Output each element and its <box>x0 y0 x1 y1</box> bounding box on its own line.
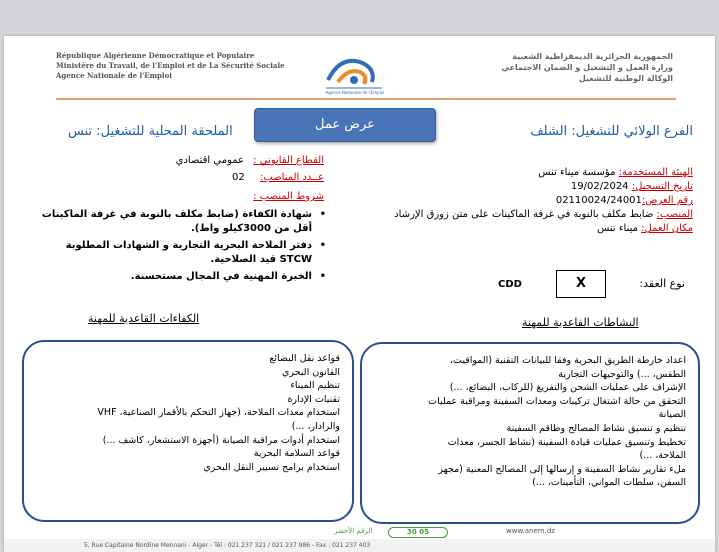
header-ar-line: الوكالة الوطنية للتشغيل <box>578 74 673 83</box>
header-fr-line: Ministère du Travail, de l'Emploi et de La Sécurité Sociale <box>56 61 285 70</box>
header-french <box>56 51 306 81</box>
condition-item: • شهادة الكفاءة (ضابط مكلف بالنوبة في غرفة الماكينات أقل من 3000كيلو واط). <box>30 208 326 236</box>
activities-box <box>360 342 700 524</box>
logo-caption: Agence Nationale de l'Emploi <box>325 90 385 95</box>
header-ar-line: وزارة العمل و التشغيل و الضمان الاجتماعي <box>501 63 673 72</box>
posts-count-value: 02 <box>232 172 245 183</box>
workplace-value: ميناء تنس <box>597 223 638 234</box>
activity-line: الملاحة، ...) <box>639 450 686 462</box>
activity-line: تخطيط وتنسيق عمليات قيادة السفينة (نشاط الجسر، معدات <box>447 436 686 448</box>
branch-left: الملحقة المحلية للتشغيل: تنس <box>68 124 233 139</box>
offer-details <box>313 166 693 236</box>
page-footer <box>4 527 715 552</box>
skill-line: قواعد السلامة البحرية <box>253 448 340 460</box>
green-number-badge: 30 05 <box>388 527 448 538</box>
employer-label: الهيئة المستخدمة: <box>618 167 693 178</box>
skill-line: استخدام برامج تسيير النقل البحري <box>203 461 340 473</box>
green-line-label: الرقم الأخضر <box>334 527 373 535</box>
activity-line: ملء تقارير نشاط السفينة و إرسالها إلى المصالح المعنية (مجهز <box>438 463 686 475</box>
activity-line: الطقس، ...) والتوجيهات التجارية <box>558 368 686 380</box>
offer-number-row <box>313 194 693 208</box>
job-offer-banner: عرض عمل <box>254 108 436 142</box>
skills-title: الكفاءات القاعدية للمهنة <box>88 312 200 325</box>
footer-url: www.anem.dz <box>506 527 555 535</box>
header-arabic <box>413 51 673 84</box>
branch-right: الفرع الولائي للتشغيل: الشلف <box>530 124 693 139</box>
sector-row <box>154 154 324 168</box>
header-fr-line: Agence Nationale de l'Emploi <box>56 71 172 80</box>
header-ar-line: الجمهورية الجزائرية الديمقراطية الشعبية <box>512 52 673 61</box>
skill-line: تنظيم الميناء <box>290 380 340 392</box>
activity-line: تنظيم و تنسيق نشاط المصالح وطاقم السفينة <box>506 422 686 434</box>
skills-box <box>22 340 354 522</box>
document-page <box>4 36 715 552</box>
skill-line: استخدام أدوات مراقبة الصيانة (أجهزة الاستشعار، كاشف ...) <box>102 434 340 446</box>
footer-address: 5, Rue Capitaine Nordine Mennani - Alger - Tél : 021 237 321 / 021 237 986 - Fax : 021 237 403 <box>4 539 715 552</box>
condition-item: • دفتر الملاحة البحرية التجارية و الشهادات المطلوبة STCW قيد الصلاحية. <box>30 239 326 267</box>
reg-date-label: تاريخ التسجيل: <box>631 181 693 192</box>
activity-line: الصيانة <box>658 409 686 421</box>
contract-checkbox: X <box>556 270 606 298</box>
sector-value: عمومي اقتصادي <box>175 155 244 166</box>
activity-line: اعداد خارطة الطريق البحرية وفقا للبيانات التقنية (المواقيت، <box>449 355 686 366</box>
skill-line: قواعد نقل البضائع <box>269 353 340 364</box>
conditions-list <box>30 208 326 287</box>
sector-label: القطاع القانوني : <box>253 155 324 166</box>
offer-number-label: رقم العرض: <box>641 195 693 206</box>
workplace-row <box>313 222 693 236</box>
header-divider <box>56 98 676 100</box>
anem-logo <box>320 50 390 100</box>
conditions-label: شروط المنصب : <box>253 191 324 202</box>
workplace-label: مكان العمل: <box>641 223 693 234</box>
contract-type: CDD <box>498 279 522 290</box>
condition-item: • الخبرة المهنية في المجال مستحسنة. <box>30 270 326 284</box>
employer-row <box>313 166 693 180</box>
offer-number-value: 02110024/24001 <box>555 195 642 206</box>
post-row <box>313 208 693 222</box>
contract-label: نوع العقد: <box>639 277 685 290</box>
skill-line: والرادار، ...) <box>291 420 340 432</box>
reg-date-value: 19/02/2024 <box>570 181 629 192</box>
skill-line: القانون البحري <box>282 366 340 378</box>
activity-line: التحقق من حالة اشتغال تركيبات ومعدات السفينة ومراقبة عمليات <box>428 395 686 407</box>
post-value: ضابط مكلف بالنوبة في غرفة الماكينات على متن زورق الإرشاد <box>394 209 654 220</box>
activities-title: النشاطات القاعدية للمهنة <box>522 316 639 329</box>
employer-value: مؤسسة ميناء تنس <box>538 167 616 178</box>
activity-line: السفن، سلطات المواني، التأمينات، ...) <box>532 477 686 489</box>
posts-count-label: عــدد المناصب: <box>259 172 324 183</box>
activity-line: الإشراف على عمليات الشحن والتفريغ (للركاب، البضائع، ...) <box>449 382 686 394</box>
conditions-heading <box>154 190 324 204</box>
header-fr-line: République Algérienne Démocratique et Populaire <box>56 51 255 60</box>
skill-line: تقنيات الإدارة <box>287 393 340 405</box>
reg-date-row <box>313 180 693 194</box>
post-label: المنصب: <box>656 209 693 220</box>
skill-line: استخدام معدات الملاحة، (جهاز التحكم بالأقمار الصناعية، VHF <box>97 407 340 419</box>
posts-count-row <box>154 171 324 185</box>
